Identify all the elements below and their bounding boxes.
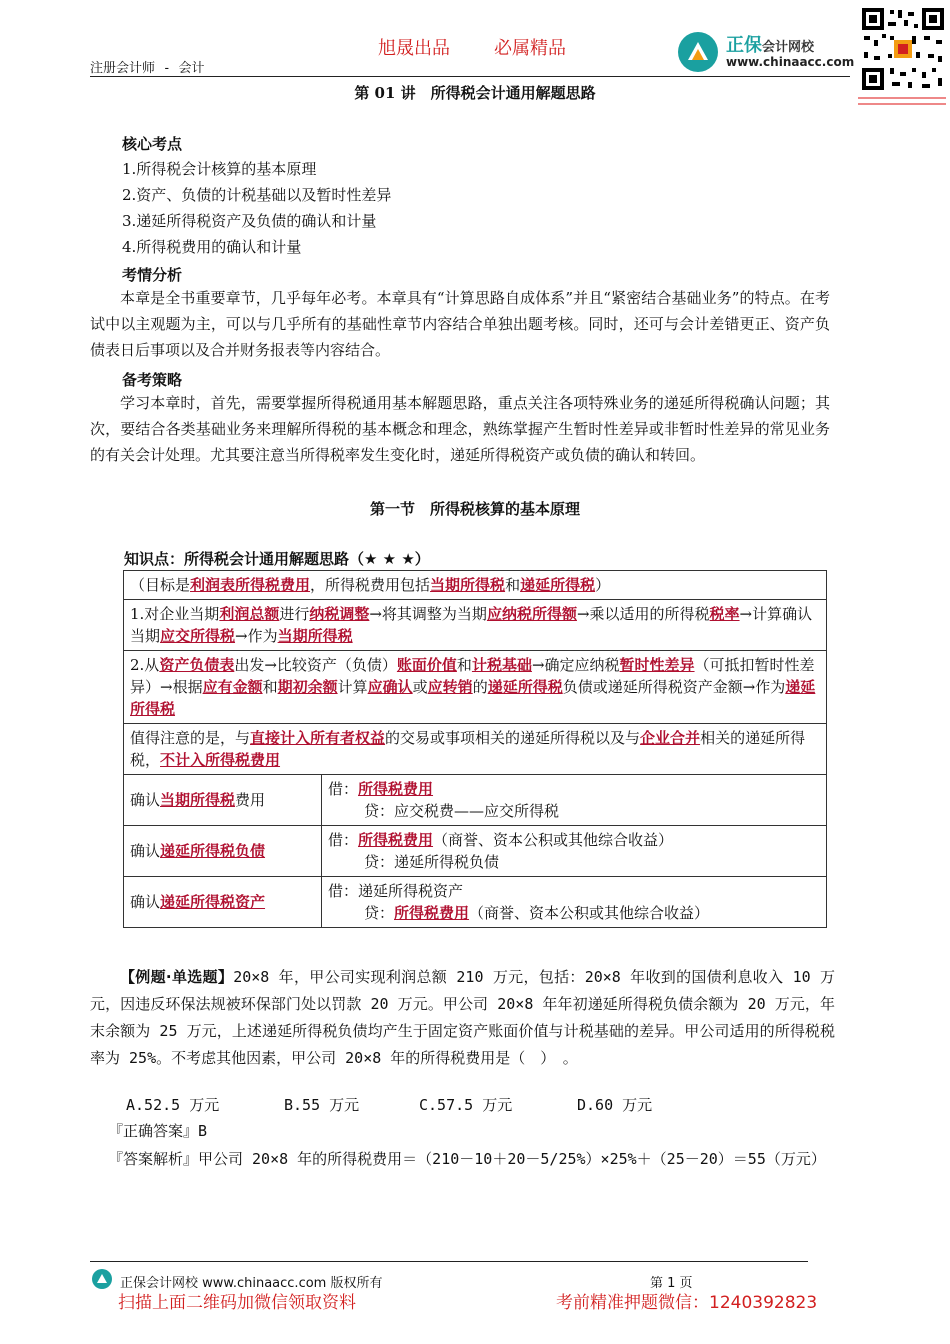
table-cell: 2.从资产负债表出发→比较资产（负债）账面价值和计税基础→确定应纳税暂时性差异（可抵扣暂时性差异）→根据应有金额和期初余额计算应确认或应转销的递延所得税负债或递延所得税资产金额→作为递延所得税 xyxy=(124,651,827,724)
option-c: C.57.5 万元 xyxy=(419,1096,513,1114)
qr-code-icon xyxy=(860,6,946,92)
table-cell-label: 确认当期所得税费用 xyxy=(124,775,322,826)
table-row xyxy=(124,724,827,775)
table-row xyxy=(124,600,827,651)
footer-logo-icon xyxy=(92,1269,112,1289)
slogan-2: 必属精品 xyxy=(494,38,566,59)
core-item: 3.递延所得税资产及负债的确认和计量 xyxy=(122,212,377,230)
table-cell-entry: 借：所得税费用（商誉、资本公积或其他综合收益） 贷：递延所得税负债 xyxy=(322,826,827,877)
option-a: A.52.5 万元 xyxy=(126,1096,220,1114)
table-cell: 1.对企业当期利润总额进行纳税调整→将其调整为当期应纳税所得额→乘以适用的所得税税率→计算确认当期应交所得税→作为当期所得税 xyxy=(124,600,827,651)
header-divider xyxy=(90,76,850,77)
logo-icon xyxy=(678,32,718,72)
section-title: 第一节 所得税核算的基本原理 xyxy=(369,500,580,518)
option-b: B.55 万元 xyxy=(284,1096,360,1114)
lecture-title: 第 01 讲 所得税会计通用解题思路 xyxy=(354,84,596,102)
table-cell-entry: 借：递延所得税资产 贷：所得税费用（商誉、资本公积或其他综合收益） xyxy=(322,877,827,928)
brand-logo[interactable] xyxy=(678,30,858,72)
core-item: 2.资产、负债的计税基础以及暂时性差异 xyxy=(122,186,392,204)
table-cell-label: 确认递延所得税负债 xyxy=(124,826,322,877)
logo-url: www.chinaacc.com xyxy=(726,55,855,69)
course-name: 注册会计师 - 会计 xyxy=(90,61,205,76)
slogan-1: 旭晟出品 xyxy=(378,38,450,59)
footer-divider xyxy=(90,1261,808,1262)
table-row xyxy=(124,651,827,724)
example-tag: 【例题·单选题】 xyxy=(120,968,234,986)
footer-promo-left: 扫描上面二维码加微信领取资料 xyxy=(118,1293,356,1313)
example-answer: 『正确答案』B xyxy=(108,1122,208,1140)
table-cell: （目标是利润表所得税费用，所得税费用包括当期所得税和递延所得税） xyxy=(124,571,827,600)
table-cell: 值得注意的是，与直接计入所有者权益的交易或事项相关的递延所得税以及与企业合并相关的递延所得税，不计入所得税费用 xyxy=(124,724,827,775)
analysis-heading: 考情分析 xyxy=(122,266,183,284)
header-slogan xyxy=(378,34,610,60)
knowledge-point-title: 知识点：所得税会计通用解题思路（★ ★ ★） xyxy=(124,550,430,568)
example-question xyxy=(90,964,835,1072)
logo-name: 正保会计网校 xyxy=(726,35,815,56)
strategy-heading: 备考策略 xyxy=(122,371,183,389)
core-list xyxy=(122,156,391,260)
example-options xyxy=(126,1094,652,1115)
core-item: 1.所得税会计核算的基本原理 xyxy=(122,160,317,178)
table-row xyxy=(124,877,827,928)
page-number: 第 1 页 xyxy=(650,1276,693,1291)
table-row xyxy=(124,826,827,877)
footer-promo-right: 考前精准押题微信：1240392823 xyxy=(556,1293,818,1313)
example-explanation: 『答案解析』甲公司 20×8 年的所得税费用＝（210－10＋20－5/25%）×25%＋（25－20）＝55（万元） xyxy=(108,1150,826,1168)
core-item: 4.所得税费用的确认和计量 xyxy=(122,238,302,256)
footer-copyright: 正保会计网校 www.chinaacc.com 版权所有 xyxy=(120,1276,383,1291)
analysis-text: 本章是全书重要章节，几乎每年必考。本章具有“计算思路自成体系”并且“紧密结合基础业务”的特点。在考试中以主观题为主，可以与几乎所有的基础性章节内容结合单独出题考核。同时，还可与会计差错更正、资产负债表日后事项以及合并财务报表等内容结合。 xyxy=(90,289,830,359)
example-question-text: 20×8 年，甲公司实现利润总额 210 万元，包括：20×8 年收到的国债利息收入 10 万元，因违反环保法规被环保部门处以罚款 20 万元。甲公司 20×8 年年初递延所得税负债余额为 20 万元，年末余额为 25 万元，上述递延所得税负债均产生于固定资产账面价值与计税基础的差异。甲公司适用的所得税税率为 25%。不考虑其他因素，甲公司 20×8 年的所得税费用是（ ） 。 xyxy=(90,968,835,1067)
core-heading: 核心考点 xyxy=(122,135,183,153)
table-row xyxy=(124,775,827,826)
strategy-text: 学习本章时，首先，需要掌握所得税通用基本解题思路，重点关注各项特殊业务的递延所得税确认问题；其次，要结合各类基础业务来理解所得税的基本概念和理念，熟练掌握产生暂时性差异或非暂时性差异的常见业务的有关会计处理。尤其要注意当所得税率发生变化时，递延所得税资产或负债的确认和转回。 xyxy=(90,394,830,464)
table-row xyxy=(124,571,827,600)
table-cell-label: 确认递延所得税资产 xyxy=(124,877,322,928)
knowledge-table xyxy=(123,570,827,928)
table-cell-entry: 借：所得税费用 贷：应交税费——应交所得税 xyxy=(322,775,827,826)
option-d: D.60 万元 xyxy=(577,1096,653,1114)
